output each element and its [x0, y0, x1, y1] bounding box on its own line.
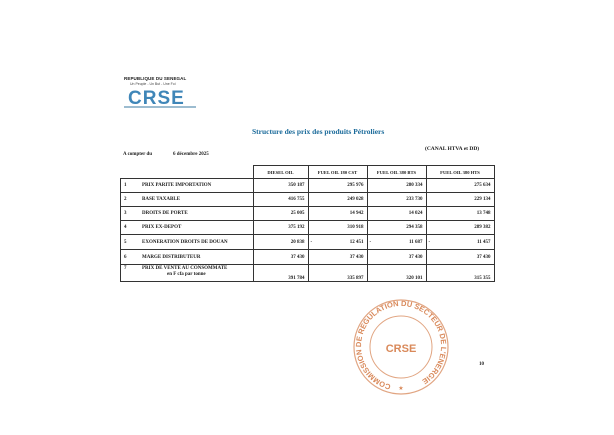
row-number: 7: [124, 266, 127, 271]
cell: 37 430: [308, 250, 367, 265]
table-row: [121, 250, 495, 265]
svg-text:COMMISSION DE REGULATION DU SE: COMMISSION DE REGULATION DU SECTEUR DE L'ENERGIE: [353, 298, 449, 392]
cell: 14 024: [367, 207, 426, 221]
svg-text:★: ★: [398, 386, 404, 392]
cell: 315 355: [426, 265, 494, 282]
cell: 320 101: [367, 265, 426, 282]
cell: 295 976: [308, 179, 367, 193]
cell-value: 11 687: [409, 239, 423, 245]
cell: 310 918: [308, 221, 367, 235]
row-number: 5: [124, 239, 127, 245]
cell: [426, 235, 494, 250]
cell-value: 11 457: [477, 239, 491, 245]
row-number: 1: [124, 183, 127, 188]
cell: 229 134: [426, 193, 494, 207]
negative-mark: -: [428, 239, 431, 245]
negative-mark: -: [369, 239, 372, 245]
col-header: DIESEL OIL: [253, 166, 308, 179]
cell: [308, 235, 367, 250]
scope-label: (CANAL HTVA et DD): [425, 146, 480, 152]
cell: 280 334: [367, 179, 426, 193]
svg-text:CRSE: CRSE: [128, 88, 185, 106]
row-label: DROITS DE PORTE: [142, 211, 188, 216]
col-header: FUEL OIL 380 HTS: [426, 166, 494, 179]
row-number: 3: [124, 211, 127, 216]
row-sublabel: en F cfa par tonne: [167, 272, 206, 277]
cell: 37 430: [426, 250, 494, 265]
row-number: 4: [124, 225, 127, 230]
cell: 416 755: [253, 193, 308, 207]
document-title: Structure des prix des produits Pétroliers: [252, 127, 385, 136]
cell: 350 187: [253, 179, 308, 193]
table-row: [121, 235, 495, 250]
col-header: FUEL OIL 380 BTS: [367, 166, 426, 179]
col-header: FUEL OIL 180 CST: [308, 166, 367, 179]
row-number: 2: [124, 197, 127, 202]
row-label-cell: [121, 250, 254, 265]
table-header-row: [121, 166, 495, 179]
date-label: A compter du: [123, 152, 153, 157]
cell: 289 382: [426, 221, 494, 235]
table-row: [121, 265, 495, 282]
table-row: [121, 179, 495, 193]
row-label: PRIX DE VENTE AU CONSOMMATE: [142, 266, 228, 271]
price-structure-table: [120, 165, 495, 282]
cell: 13 748: [426, 207, 494, 221]
cell: 275 634: [426, 179, 494, 193]
republic-label: REPUBLIQUE DU SENEGAL: [124, 76, 187, 81]
cell: 249 028: [308, 193, 367, 207]
cell: 37 430: [253, 250, 308, 265]
cell: 233 730: [367, 193, 426, 207]
cell-value: 12 451: [349, 239, 364, 245]
date-value: 6 décembre 2025: [173, 152, 209, 157]
row-label-cell: [121, 221, 254, 235]
negative-mark: -: [310, 239, 313, 245]
row-label: MARGE DISTRIBUTEUR: [142, 254, 201, 260]
row-label: EXONERATION DROITS DE DOUAN: [142, 239, 228, 245]
table-row: [121, 207, 495, 221]
cell: 37 430: [367, 250, 426, 265]
row-label-cell: [121, 207, 254, 221]
row-label: PRIX EX-DEPOT: [142, 225, 182, 230]
crse-logo: [126, 88, 192, 106]
cell: 14 942: [308, 207, 367, 221]
cell: 20 838: [253, 235, 308, 250]
cell: 294 358: [367, 221, 426, 235]
row-label: PRIX PARITE IMPORTATION: [142, 183, 212, 188]
row-label-cell: [121, 235, 254, 250]
table-row: [121, 221, 495, 235]
cell: 335 897: [308, 265, 367, 282]
row-label: BASE TAXABLE: [142, 197, 181, 202]
header-blank: [121, 166, 254, 179]
table-row: [121, 193, 495, 207]
cell: [367, 235, 426, 250]
row-label-cell: [121, 265, 254, 282]
crse-stamp: [345, 296, 457, 398]
page-number: 10: [479, 362, 484, 367]
row-label-cell: [121, 179, 254, 193]
motto-label: Un Peuple - Un But - Une Foi: [130, 82, 176, 86]
cell: 375 192: [253, 221, 308, 235]
row-number: 6: [124, 254, 127, 260]
logo-underline: [124, 106, 196, 108]
cell: 25 005: [253, 207, 308, 221]
cell: 391 784: [253, 265, 308, 282]
row-label-cell: [121, 193, 254, 207]
svg-text:CRSE: CRSE: [385, 343, 417, 355]
